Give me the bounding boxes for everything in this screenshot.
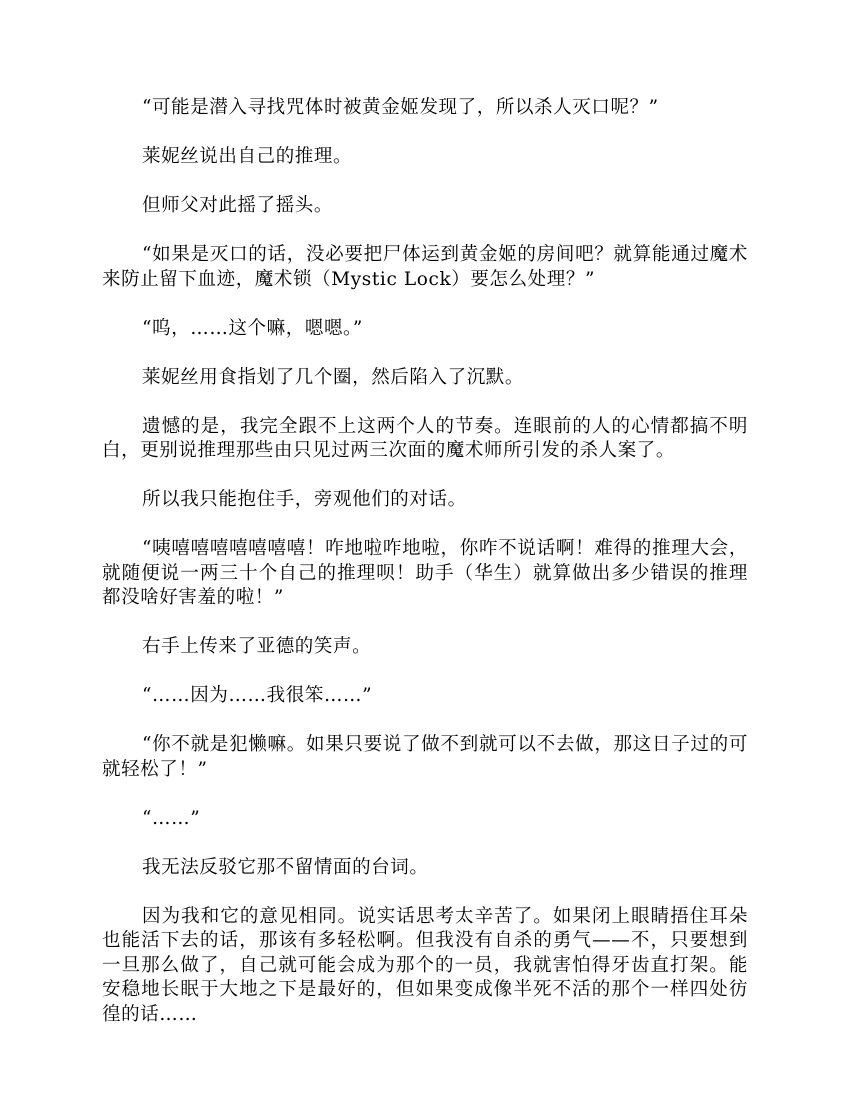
paragraph: “可能是潜入寻找咒体时被黄金姬发现了，所以杀人灭口呢？” (142, 97, 659, 118)
document-body (102, 96, 748, 1052)
paragraph: 我无法反驳它那不留情面的台词。 (142, 856, 429, 878)
paragraph: “咦嘻嘻嘻嘻嘻嘻嘻！咋地啦咋地啦，你咋不说话啊！难得的推理大会，就随便说一两三十个自己的推理呗！助手（华生）就算做出多少错误的推理都没啥好害羞的啦！” (102, 538, 748, 608)
paragraph: 所以我只能抱住手，旁观他们的对话。 (142, 489, 467, 510)
paragraph: 莱妮丝用食指划了几个圈，然后陷入了沉默。 (142, 366, 525, 388)
paragraph: 但师父对此摇了摇头。 (142, 195, 334, 216)
paragraph: “呜，……这个嘛，嗯嗯。” (142, 317, 363, 339)
paragraph: “……因为……我很笨……” (142, 685, 373, 706)
paragraph: “你不就是犯懒嘛。如果只要说了做不到就可以不去做，那这日子过的可就轻松了！” (102, 734, 748, 780)
paragraph: “……” (142, 807, 201, 829)
paragraph: 因为我和它的意见相同。说实话思考太辛苦了。如果闭上眼睛捂住耳朵也能活下去的话，那该有多轻松啊。但我没有自杀的勇气——不，只要想到一旦那么做了，自己就可能会成为那个的一员，我就害怕得牙齿直打架。能安稳地长眠于大地之下是最好的，但如果变成像半死不活的那个一样四处彷徨的话…… (102, 905, 748, 1025)
paragraph: “如果是灭口的话，没必要把尸体运到黄金姬的房间吧？就算能通过魔术来防止留下血迹，魔术锁（Mystic Lock）要怎么处理？” (102, 244, 748, 290)
paragraph: 右手上传来了亚德的笑声。 (142, 636, 372, 657)
paragraph: 莱妮丝说出自己的推理。 (142, 146, 353, 167)
paragraph: 遗憾的是，我完全跟不上这两个人的节奏。连眼前的人的心情都搞不明白，更别说推理那些由只见过两三次面的魔术师所引发的杀人案了。 (102, 415, 748, 461)
